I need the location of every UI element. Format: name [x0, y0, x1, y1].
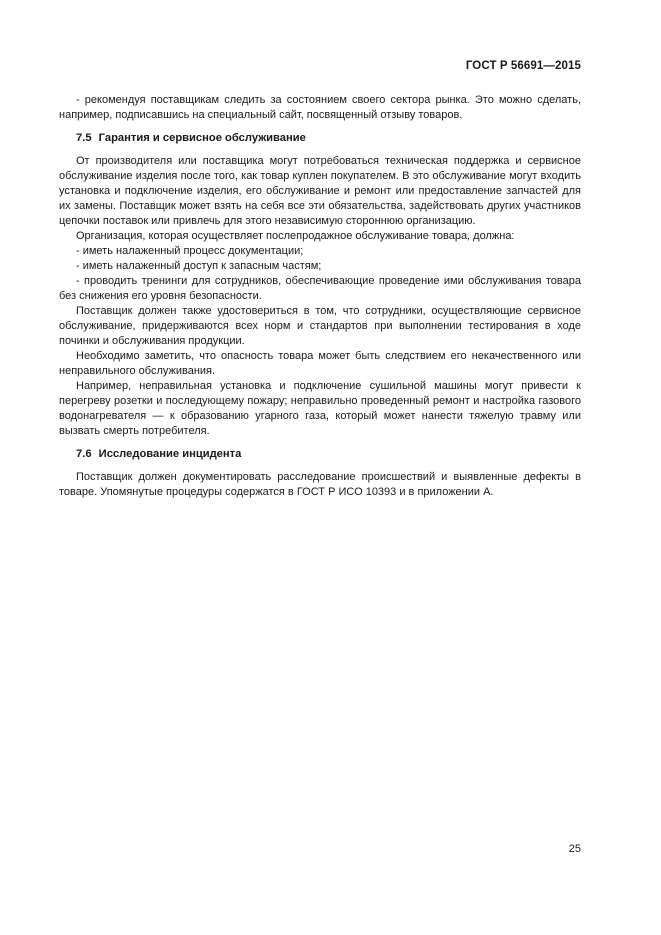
section-title: Исследование инцидента: [98, 448, 242, 460]
paragraph: Поставщик должен документировать расследование происшествий и выявленные дефекты в товаре. Упомянутые процедуры содержатся в ГОСТ Р ИСО 10393 и в приложении А.: [59, 471, 581, 498]
list-item: - проводить тренинги для сотрудников, обеспечивающие проведение ими обслуживания товара без снижения его уровня безопасности.: [59, 275, 581, 302]
section-title: Гарантия и сервисное обслуживание: [98, 132, 306, 144]
paragraph: Например, неправильная установка и подключение сушильной машины могут привести к перегреву розетки и последующему пожару; неправильно проведенный ремонт и настройка газового водонагревателя — к образованию угарного газа, который может нанести тяжелую травму или вызвать смерть потребителя.: [59, 380, 581, 437]
list-item: - иметь налаженный процесс документации;: [76, 245, 304, 257]
paragraph: Необходимо заметить, что опасность товара может быть следствием его некачественного или неправильного обслуживания.: [59, 350, 581, 377]
page-number: 25: [568, 843, 581, 855]
paragraph: Поставщик должен также удостовериться в том, что сотрудники, осуществляющие сервисное обслуживание, придерживаются всех норм и стандартов при выполнении тестирования в ходе починки и обслуживания продукции.: [59, 305, 581, 347]
page-header-standard-id: ГОСТ Р 56691—2015: [465, 60, 581, 72]
section-heading-7-6: [59, 447, 581, 462]
section-heading-7-5: [59, 131, 581, 146]
paragraph: Организация, которая осуществляет послепродажное обслуживание товара, должна:: [76, 230, 515, 242]
intro-bullet: - рекомендуя поставщикам следить за состоянием своего сектора рынка. Это можно сделать, например, подписавшись на специальный сайт, посвященный отзыву товаров.: [59, 94, 581, 121]
document-body: [59, 93, 581, 500]
section-number: 7.6: [76, 448, 92, 460]
list-item: - иметь налаженный доступ к запасным частям;: [76, 260, 322, 272]
section-number: 7.5: [76, 132, 92, 144]
paragraph: От производителя или поставщика могут потребоваться техническая поддержка и сервисное обслуживание изделия после того, как товар куплен покупателем. В это обслуживание могут входить установка и подключение изделия, его обслуживание и ремонт или предоставление запчастей для их замены. Поставщик может взять на себя все эти обязательства, задействовать других участников цепочки поставок или привлечь для этого независимую стороннюю организацию.: [59, 155, 581, 227]
